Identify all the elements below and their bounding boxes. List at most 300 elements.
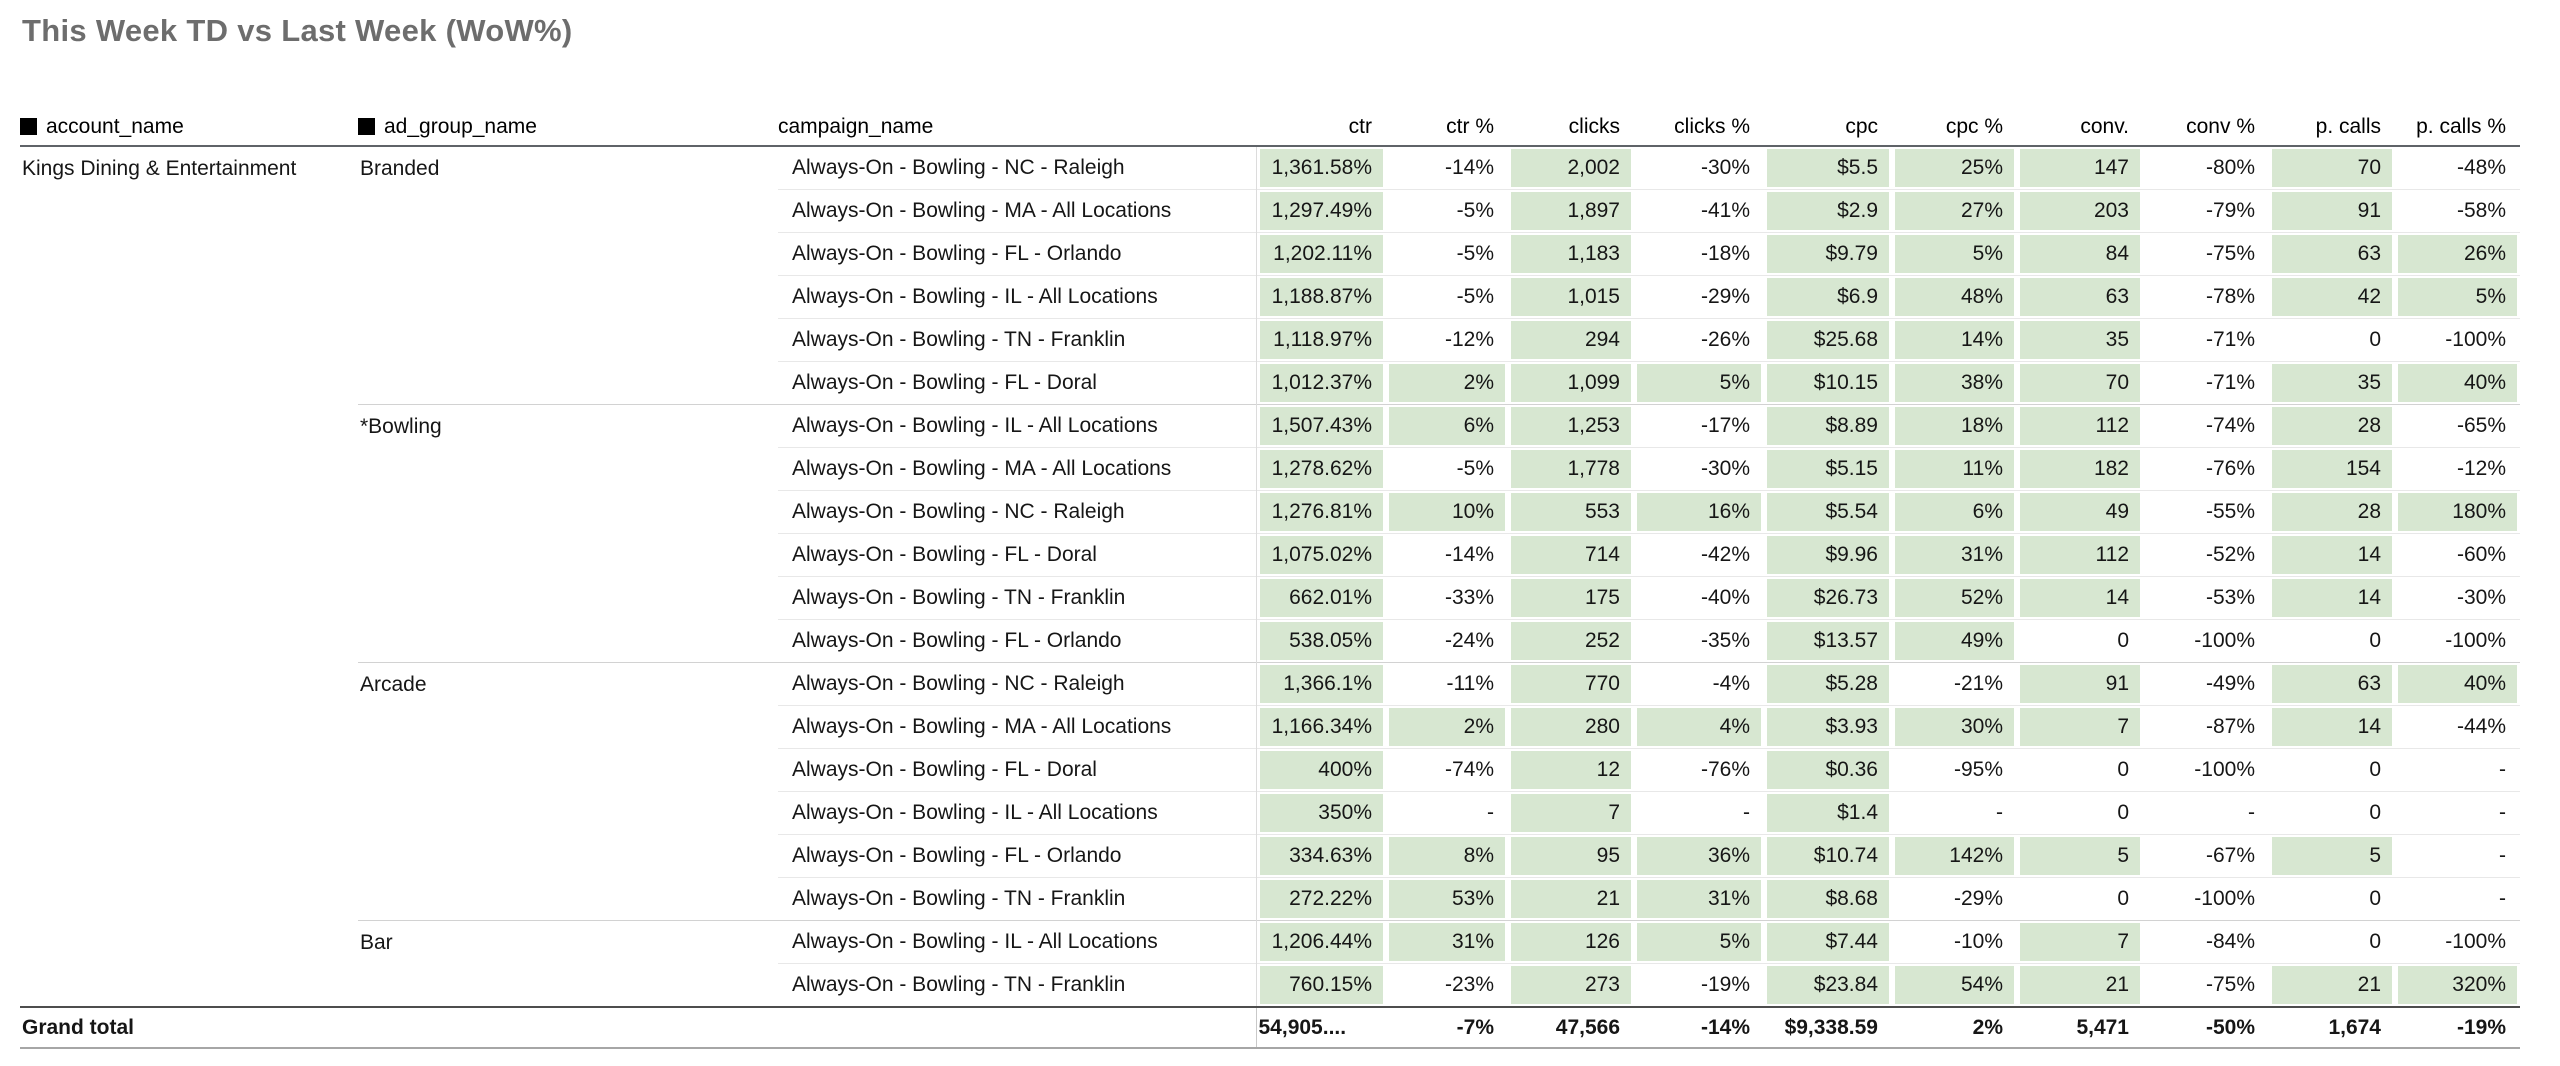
- metric-cell-conv: [2017, 792, 2143, 835]
- metric-cell-conv: [2017, 835, 2143, 878]
- metric-value: 0: [2117, 801, 2129, 824]
- metric-value-positive: 5: [2272, 837, 2392, 875]
- metric-cell-ctr: [1386, 491, 1508, 534]
- column-header-label: account_name: [46, 115, 184, 138]
- metric-value-positive: $13.57: [1767, 622, 1889, 660]
- metric-cell-cpc: [1892, 319, 2017, 362]
- metric-value: -58%: [2456, 199, 2506, 222]
- metric-cell-p-calls: [2395, 663, 2520, 706]
- metric-value: -53%: [2205, 586, 2255, 609]
- metric-cell-p-calls: [2269, 190, 2395, 233]
- metric-cell-ctr: [1256, 146, 1386, 190]
- metric-cell-clicks: [1508, 878, 1634, 921]
- metric-value-positive: 14: [2020, 579, 2140, 617]
- metric-cell-ctr: [1386, 620, 1508, 663]
- metric-cell-conv: [2017, 405, 2143, 448]
- metric-cell-clicks: [1508, 362, 1634, 405]
- table-footer: [20, 1007, 2520, 1048]
- metric-value-positive: $10.74: [1767, 837, 1889, 875]
- campaign-name-cell: Always-On - Bowling - TN - Franklin: [778, 878, 1256, 921]
- metric-cell-clicks: [1508, 921, 1634, 964]
- metric-value-positive: 35: [2020, 321, 2140, 359]
- campaign-name-cell: Always-On - Bowling - IL - All Locations: [778, 921, 1256, 964]
- metric-cell-clicks: [1634, 534, 1764, 577]
- metric-cell-conv: [2017, 577, 2143, 620]
- metric-value: -14%: [1444, 156, 1494, 179]
- metric-value-positive: $2.9: [1767, 192, 1889, 230]
- column-header-conv[interactable]: [2143, 112, 2269, 146]
- metric-cell-conv: [2017, 190, 2143, 233]
- metric-cell-conv: [2017, 362, 2143, 405]
- metric-value-positive: 5: [2020, 837, 2140, 875]
- metric-cell-ctr: [1256, 362, 1386, 405]
- column-header-cpc[interactable]: [1892, 112, 2017, 146]
- metric-cell-p-calls: [2395, 146, 2520, 190]
- metric-value-positive: 35: [2272, 364, 2392, 402]
- metric-value-positive: 84: [2020, 235, 2140, 273]
- metric-value-positive: 5%: [2398, 278, 2517, 316]
- metric-cell-ctr: [1256, 276, 1386, 319]
- metric-value-positive: 1,188.87%: [1260, 278, 1384, 316]
- metric-value-positive: 1,075.02%: [1260, 536, 1384, 574]
- metric-value: -5%: [1456, 285, 1494, 308]
- metric-value-positive: 142%: [1895, 837, 2014, 875]
- metric-cell-p-calls: [2269, 276, 2395, 319]
- metric-cell-ctr: [1386, 534, 1508, 577]
- metric-value: -23%: [1444, 973, 1494, 996]
- metric-cell-conv: [2143, 362, 2269, 405]
- metric-value-positive: 126: [1511, 923, 1631, 961]
- metric-cell-ctr: [1256, 577, 1386, 620]
- metric-value-positive: 2%: [1389, 708, 1505, 746]
- metric-cell-conv: [2143, 620, 2269, 663]
- metric-value: -75%: [2205, 973, 2255, 996]
- metric-cell-conv: [2143, 190, 2269, 233]
- metric-cell-p-calls: [2269, 448, 2395, 491]
- metric-cell-clicks: [1634, 233, 1764, 276]
- table-row: [20, 405, 2520, 448]
- table-row: [20, 146, 2520, 190]
- metric-cell-cpc: [1764, 276, 1892, 319]
- metric-value: -: [1996, 801, 2003, 824]
- metric-value-positive: 1,278.62%: [1260, 450, 1384, 488]
- metric-cell-cpc: [1764, 792, 1892, 835]
- metric-cell-conv: [2017, 146, 2143, 190]
- metric-cell-conv: [2017, 276, 2143, 319]
- column-header-p-calls[interactable]: [2395, 112, 2520, 146]
- metric-value: 0: [2117, 629, 2129, 652]
- metric-cell-conv: [2143, 319, 2269, 362]
- metric-cell-cpc: [1892, 190, 2017, 233]
- metric-cell-clicks: [1634, 276, 1764, 319]
- table-row: [20, 921, 2520, 964]
- metric-cell-cpc: [1892, 921, 2017, 964]
- metric-cell-ctr: [1386, 190, 1508, 233]
- metric-value-positive: 2,002: [1511, 149, 1631, 187]
- metric-cell-clicks: [1634, 749, 1764, 792]
- metric-value: -75%: [2205, 242, 2255, 265]
- metric-value: -18%: [1700, 242, 1750, 265]
- metric-value-positive: 5%: [1637, 923, 1761, 961]
- metric-value-positive: 14: [2272, 708, 2392, 746]
- metric-value-positive: $6.9: [1767, 278, 1889, 316]
- metric-cell-clicks: [1508, 146, 1634, 190]
- metric-value: -95%: [1953, 758, 2003, 781]
- metric-value-positive: 1,166.34%: [1260, 708, 1384, 746]
- metric-cell-p-calls: [2269, 534, 2395, 577]
- metric-cell-conv: [2017, 878, 2143, 921]
- metric-value: -19%: [1700, 973, 1750, 996]
- metric-value-positive: 1,507.43%: [1260, 407, 1384, 445]
- column-header-p-calls[interactable]: [2269, 112, 2395, 146]
- column-header-ctr[interactable]: [1256, 112, 1386, 146]
- account-name-cell: Kings Dining & Entertainment: [22, 157, 297, 180]
- metric-value-positive: 14: [2272, 579, 2392, 617]
- metric-cell-clicks: [1634, 362, 1764, 405]
- metric-cell-conv: [2143, 233, 2269, 276]
- metric-value-positive: 40%: [2398, 665, 2517, 703]
- campaign-name-cell: Always-On - Bowling - MA - All Locations: [778, 190, 1256, 233]
- metric-cell-cpc: [1764, 663, 1892, 706]
- metric-value-positive: 25%: [1895, 149, 2014, 187]
- metric-value-positive: $23.84: [1767, 966, 1889, 1004]
- metric-cell-clicks: [1634, 491, 1764, 534]
- metric-cell-cpc: [1892, 534, 2017, 577]
- campaign-name-cell: Always-On - Bowling - NC - Raleigh: [792, 156, 1125, 179]
- metric-value-positive: $5.5: [1767, 149, 1889, 187]
- metric-cell-p-calls: [2395, 405, 2520, 448]
- metric-cell-conv: [2017, 319, 2143, 362]
- metric-value-positive: 538.05%: [1260, 622, 1384, 660]
- metric-cell-p-calls: [2269, 706, 2395, 749]
- metric-value-positive: 48%: [1895, 278, 2014, 316]
- metric-value: -33%: [1444, 586, 1494, 609]
- metric-value: -21%: [1953, 672, 2003, 695]
- metric-value: -65%: [2456, 414, 2506, 437]
- campaign-name-cell: Always-On - Bowling - TN - Franklin: [778, 577, 1256, 620]
- metric-value-positive: $1.4: [1767, 794, 1889, 832]
- metric-value-positive: 6%: [1895, 493, 2014, 531]
- metric-cell-p-calls: [2269, 362, 2395, 405]
- grand-total-cpc: 2%: [1892, 1007, 2017, 1048]
- metric-value-positive: 252: [1511, 622, 1631, 660]
- metric-cell-clicks: [1508, 663, 1634, 706]
- column-header-label: clicks: [1568, 115, 1620, 138]
- metric-value-positive: 1,206.44%: [1260, 923, 1384, 961]
- grand-total-label: Grand total: [20, 1007, 1256, 1048]
- metric-value-positive: 1,118.97%: [1260, 321, 1384, 359]
- metric-cell-cpc: [1764, 706, 1892, 749]
- metric-value: 0: [2369, 887, 2381, 910]
- metric-cell-cpc: [1892, 620, 2017, 663]
- column-header-account-name[interactable]: [20, 112, 358, 146]
- ad-group-cell-bowling: *Bowling: [358, 405, 778, 663]
- metric-value: -30%: [1700, 457, 1750, 480]
- column-header-conv[interactable]: [2017, 112, 2143, 146]
- metric-value-positive: $9.96: [1767, 536, 1889, 574]
- metric-cell-conv: [2143, 276, 2269, 319]
- metric-value-positive: 16%: [1637, 493, 1761, 531]
- metric-cell-p-calls: [2269, 921, 2395, 964]
- metric-value: -11%: [1446, 672, 1494, 695]
- column-header-ctr[interactable]: [1386, 112, 1508, 146]
- metric-value-positive: 14: [2272, 536, 2392, 574]
- metric-value-positive: 28: [2272, 407, 2392, 445]
- metric-value: -84%: [2205, 930, 2255, 953]
- metric-value-positive: 1,276.81%: [1260, 493, 1384, 531]
- metric-cell-p-calls: [2269, 577, 2395, 620]
- metric-cell-clicks: [1508, 491, 1634, 534]
- metric-value-positive: 91: [2020, 665, 2140, 703]
- metric-cell-clicks: [1634, 921, 1764, 964]
- metric-value-positive: 26%: [2398, 235, 2517, 273]
- metric-value: -78%: [2205, 285, 2255, 308]
- metric-value-positive: $25.68: [1767, 321, 1889, 359]
- metric-cell-cpc: [1892, 792, 2017, 835]
- metric-cell-cpc: [1892, 749, 2017, 792]
- metric-cell-conv: [2143, 835, 2269, 878]
- metric-cell-cpc: [1892, 706, 2017, 749]
- column-header-label: cpc %: [1945, 115, 2003, 138]
- metric-value-positive: 6%: [1389, 407, 1505, 445]
- metric-value-positive: 36%: [1637, 837, 1761, 875]
- metric-cell-p-calls: [2269, 878, 2395, 921]
- metric-cell-ctr: [1256, 233, 1386, 276]
- metric-value-positive: 11%: [1895, 450, 2014, 488]
- column-header-label: p. calls: [2315, 115, 2381, 138]
- metric-cell-conv: [2017, 233, 2143, 276]
- metric-value-positive: 12: [1511, 751, 1631, 789]
- metric-cell-clicks: [1634, 319, 1764, 362]
- metric-cell-ctr: [1256, 921, 1386, 964]
- metric-cell-conv: [2017, 620, 2143, 663]
- metric-cell-clicks: [1508, 749, 1634, 792]
- report-title: This Week TD vs Last Week (WoW%): [22, 13, 573, 48]
- grand-total-cpc: $9,338.59: [1764, 1007, 1892, 1048]
- metric-cell-ctr: [1256, 878, 1386, 921]
- metric-cell-conv: [2143, 663, 2269, 706]
- metric-cell-p-calls: [2395, 706, 2520, 749]
- metric-value-positive: 91: [2272, 192, 2392, 230]
- metric-cell-p-calls: [2269, 146, 2395, 190]
- metric-value-positive: 180%: [2398, 493, 2517, 531]
- metric-value-positive: 203: [2020, 192, 2140, 230]
- metric-cell-ctr: [1386, 792, 1508, 835]
- metric-cell-ctr: [1256, 663, 1386, 706]
- metric-value-positive: 1,202.11%: [1260, 235, 1384, 273]
- metric-value-positive: 1,778: [1511, 450, 1631, 488]
- metric-value: -79%: [2205, 199, 2255, 222]
- metric-cell-clicks: [1508, 835, 1634, 878]
- metric-value-positive: 4%: [1637, 708, 1761, 746]
- metric-value-positive: 175: [1511, 579, 1631, 617]
- metric-value-positive: 553: [1511, 493, 1631, 531]
- column-header-label: clicks %: [1674, 115, 1750, 138]
- metric-cell-conv: [2017, 706, 2143, 749]
- ad-group-cell-bar: Bar: [358, 921, 778, 1008]
- metric-value: -14%: [1444, 543, 1494, 566]
- metric-cell-p-calls: [2269, 792, 2395, 835]
- metric-cell-conv: [2017, 534, 2143, 577]
- metric-cell-clicks: [1634, 146, 1764, 190]
- metric-value: -71%: [2205, 328, 2255, 351]
- metric-cell-clicks: [1508, 233, 1634, 276]
- metric-cell-p-calls: [2395, 792, 2520, 835]
- column-header-ad-group-name[interactable]: [358, 112, 778, 146]
- metric-value-positive: 53%: [1389, 880, 1505, 918]
- metric-cell-cpc: [1892, 964, 2017, 1008]
- metric-value-positive: 2%: [1389, 364, 1505, 402]
- campaign-name-cell: Always-On - Bowling - TN - Franklin: [778, 319, 1256, 362]
- campaign-name-cell: Always-On - Bowling - FL - Orlando: [778, 233, 1256, 276]
- metric-value-positive: 112: [2020, 407, 2140, 445]
- column-header-clicks[interactable]: [1634, 112, 1764, 146]
- metric-cell-cpc: [1892, 276, 2017, 319]
- metric-cell-p-calls: [2269, 620, 2395, 663]
- metric-cell-cpc: [1764, 362, 1892, 405]
- metric-cell-cpc: [1764, 190, 1892, 233]
- metric-value: 0: [2369, 801, 2381, 824]
- field-square-icon: [358, 118, 375, 135]
- metric-value: -: [2499, 844, 2506, 867]
- metric-cell-cpc: [1764, 146, 1892, 190]
- metric-value: -: [1743, 801, 1750, 824]
- column-header-campaign-name[interactable]: [778, 112, 1256, 146]
- metric-cell-cpc: [1892, 146, 2017, 190]
- metric-value-positive: $9.79: [1767, 235, 1889, 273]
- grand-total-clicks: 47,566: [1508, 1007, 1634, 1048]
- metric-value-positive: 7: [1511, 794, 1631, 832]
- metric-value-positive: 31%: [1637, 880, 1761, 918]
- metric-value-positive: 63: [2272, 235, 2392, 273]
- metric-cell-conv: [2017, 964, 2143, 1008]
- metric-value: -12%: [1444, 328, 1494, 351]
- campaign-name-cell: Always-On - Bowling - FL - Doral: [778, 362, 1256, 405]
- metric-value-positive: 1,897: [1511, 192, 1631, 230]
- metric-cell-ctr: [1386, 448, 1508, 491]
- metric-value-positive: 5%: [1637, 364, 1761, 402]
- metric-cell-clicks: [1508, 448, 1634, 491]
- metric-cell-ctr: [1386, 405, 1508, 448]
- column-header-label: ctr %: [1446, 115, 1494, 138]
- metric-cell-p-calls: [2269, 964, 2395, 1008]
- metric-value: 0: [2369, 629, 2381, 652]
- metric-value-positive: 63: [2020, 278, 2140, 316]
- column-header-cpc[interactable]: [1764, 112, 1892, 146]
- metric-cell-conv: [2143, 878, 2269, 921]
- metric-value-positive: 49%: [1895, 622, 2014, 660]
- metric-cell-clicks: [1634, 835, 1764, 878]
- metric-value-positive: 1,253: [1511, 407, 1631, 445]
- metric-value: -74%: [2205, 414, 2255, 437]
- metric-cell-clicks: [1508, 405, 1634, 448]
- metric-value-positive: 28: [2272, 493, 2392, 531]
- metric-value: -: [1487, 801, 1494, 824]
- metric-value: -49%: [2205, 672, 2255, 695]
- metric-cell-ctr: [1386, 663, 1508, 706]
- metric-value-positive: 320%: [2398, 966, 2517, 1004]
- metric-cell-ctr: [1386, 233, 1508, 276]
- metric-value: -67%: [2205, 844, 2255, 867]
- metric-cell-p-calls: [2395, 878, 2520, 921]
- metric-cell-ctr: [1386, 964, 1508, 1008]
- metric-cell-cpc: [1764, 878, 1892, 921]
- column-header-clicks[interactable]: [1508, 112, 1634, 146]
- grand-total-conv: 5,471: [2017, 1007, 2143, 1048]
- metric-cell-conv: [2143, 405, 2269, 448]
- metric-value-positive: 7: [2020, 923, 2140, 961]
- metric-cell-ctr: [1386, 749, 1508, 792]
- metric-cell-cpc: [1892, 835, 2017, 878]
- metric-value: 0: [2117, 758, 2129, 781]
- metric-value-positive: 714: [1511, 536, 1631, 574]
- campaign-name-cell: Always-On - Bowling - FL - Doral: [778, 534, 1256, 577]
- metric-cell-conv: [2017, 448, 2143, 491]
- metric-cell-cpc: [1892, 663, 2017, 706]
- metric-cell-conv: [2143, 706, 2269, 749]
- metric-value: -17%: [1700, 414, 1750, 437]
- grand-total-p-calls: 1,674: [2269, 1007, 2395, 1048]
- metric-value-positive: 70: [2020, 364, 2140, 402]
- metric-value-positive: 350%: [1260, 794, 1384, 832]
- metric-cell-clicks: [1508, 620, 1634, 663]
- metric-cell-ctr: [1256, 190, 1386, 233]
- ad-group-cell-branded: Branded: [360, 157, 440, 180]
- wow-table: [20, 112, 2520, 1049]
- campaign-name-cell: Always-On - Bowling - NC - Raleigh: [778, 663, 1256, 706]
- metric-value-positive: 182: [2020, 450, 2140, 488]
- grand-total-conv: -50%: [2143, 1007, 2269, 1048]
- grand-total-clicks: -14%: [1634, 1007, 1764, 1048]
- metric-value-positive: $8.89: [1767, 407, 1889, 445]
- grand-total-ctr: -7%: [1386, 1007, 1508, 1048]
- campaign-name-cell: Always-On - Bowling - FL - Orlando: [778, 620, 1256, 663]
- metric-value: -100%: [2194, 887, 2255, 910]
- metric-cell-p-calls: [2395, 534, 2520, 577]
- metric-cell-ctr: [1256, 405, 1386, 448]
- metric-value: -60%: [2456, 543, 2506, 566]
- metric-cell-ctr: [1256, 620, 1386, 663]
- column-header-label: campaign_name: [778, 115, 934, 138]
- metric-value: -80%: [2205, 156, 2255, 179]
- metric-cell-cpc: [1892, 448, 2017, 491]
- metric-value: -100%: [2445, 328, 2506, 351]
- metric-value-positive: 31%: [1389, 923, 1505, 961]
- metric-value: -76%: [1700, 758, 1750, 781]
- metric-cell-conv: [2143, 964, 2269, 1008]
- metric-cell-clicks: [1634, 878, 1764, 921]
- column-header-label: ctr: [1348, 115, 1372, 138]
- metric-cell-ctr: [1386, 319, 1508, 362]
- metric-cell-cpc: [1764, 577, 1892, 620]
- metric-value-positive: 760.15%: [1260, 966, 1384, 1004]
- metric-value: -29%: [1953, 887, 2003, 910]
- metric-cell-clicks: [1634, 964, 1764, 1008]
- metric-value: -48%: [2456, 156, 2506, 179]
- metric-cell-clicks: [1508, 577, 1634, 620]
- metric-value: -100%: [2194, 629, 2255, 652]
- metric-value: -100%: [2194, 758, 2255, 781]
- metric-value-positive: 10%: [1389, 493, 1505, 531]
- metric-cell-conv: [2017, 921, 2143, 964]
- metric-cell-ctr: [1256, 749, 1386, 792]
- ad-group-cell-arcade: Arcade: [358, 663, 778, 921]
- metric-value: -71%: [2205, 371, 2255, 394]
- metric-cell-clicks: [1634, 620, 1764, 663]
- metric-value-positive: 18%: [1895, 407, 2014, 445]
- metric-cell-conv: [2143, 491, 2269, 534]
- metric-value-positive: 662.01%: [1260, 579, 1384, 617]
